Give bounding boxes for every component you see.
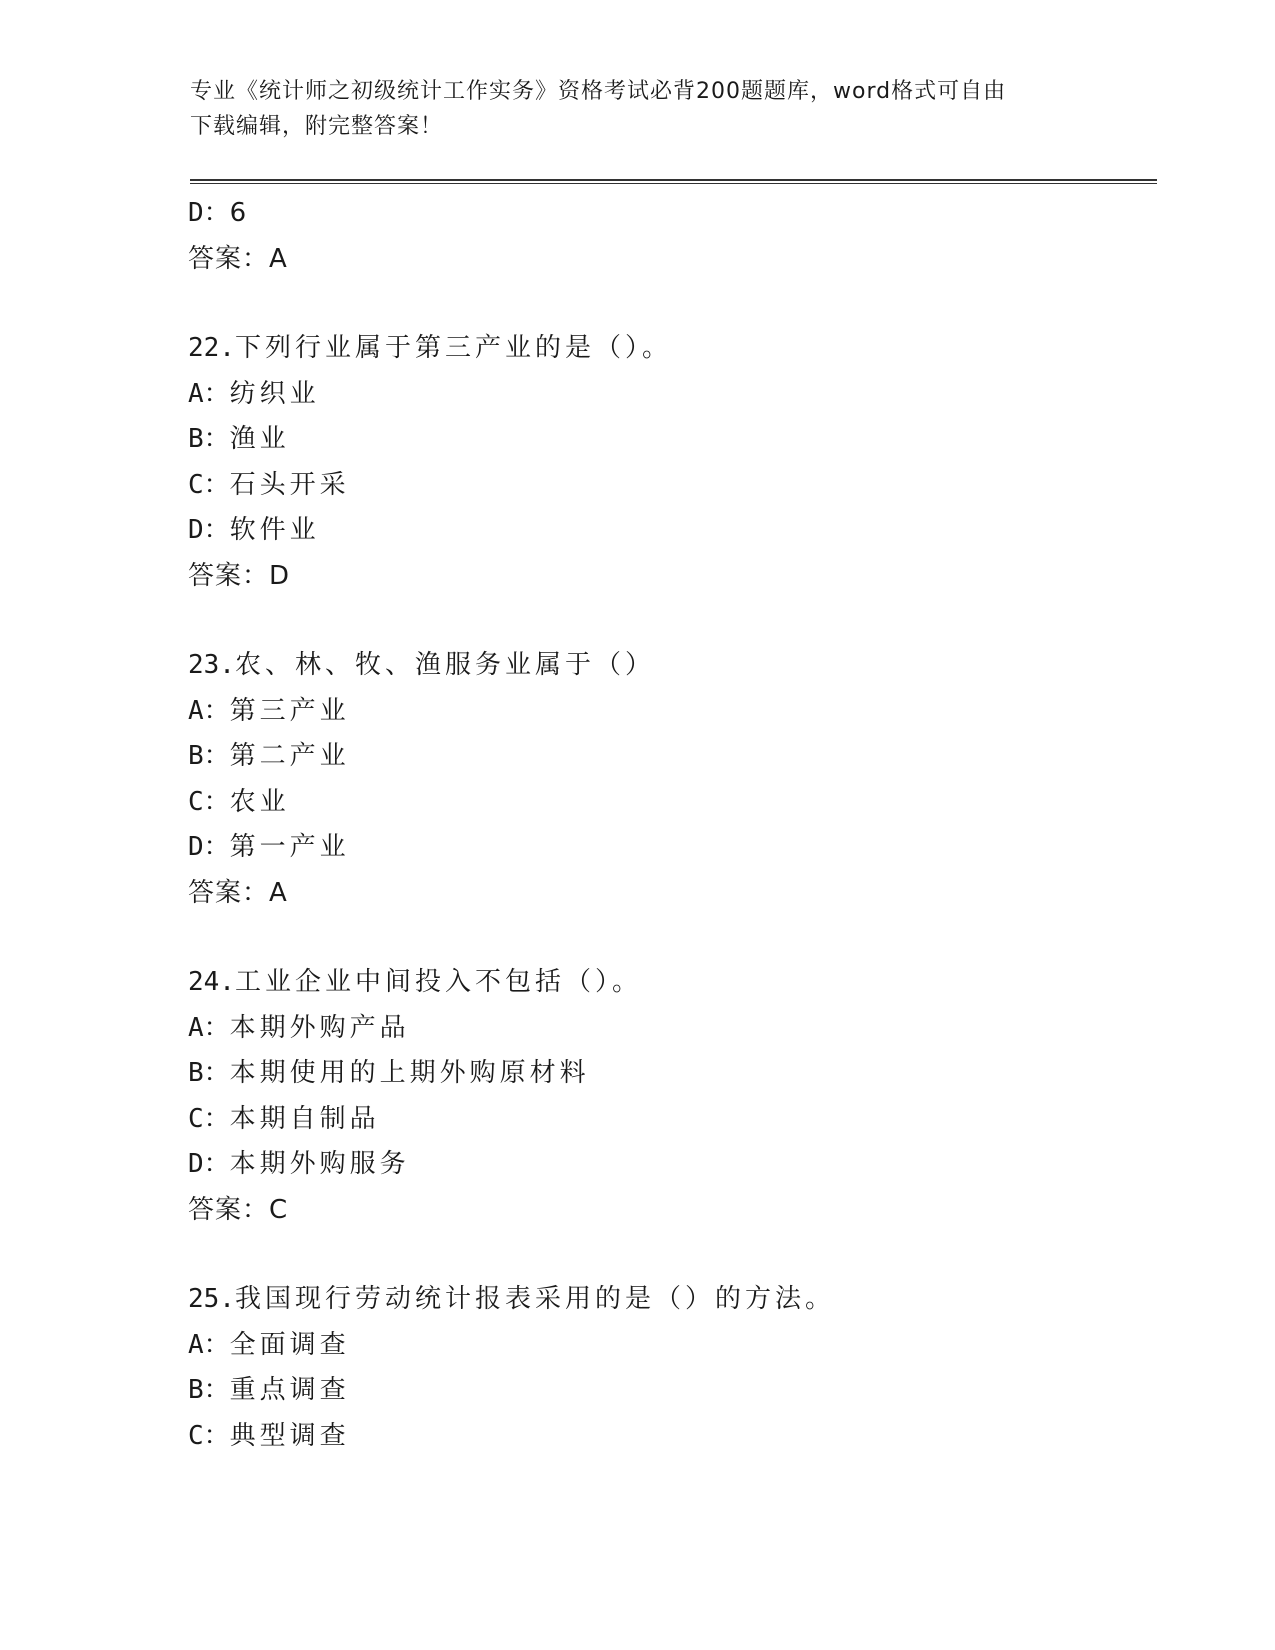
question-list: [188, 191, 1148, 1459]
option-row: [188, 508, 1148, 554]
option-text: 本期外购产品: [229, 1012, 410, 1043]
option-text: 重点调查: [229, 1375, 350, 1405]
option-prefix: D：: [188, 515, 230, 545]
option-row: [188, 417, 1148, 463]
question-stem: [188, 326, 1148, 372]
answer-value: D: [269, 560, 291, 591]
answer-label: 答案：: [188, 877, 270, 908]
option-prefix: B：: [188, 424, 230, 454]
answer-row: [188, 554, 1148, 600]
question-text: 下列行业属于第三产业的是（）。: [234, 333, 672, 363]
option-text: 纺织业: [229, 378, 320, 409]
header-line-1: 专业《统计师之初级统计工作实务》资格考试必背200题题库，word格式可自由: [190, 79, 1007, 104]
question-stem: [188, 960, 1148, 1006]
option-prefix: D：: [188, 832, 230, 862]
option-row: [188, 734, 1148, 780]
option-row: [188, 1142, 1148, 1188]
option-row: [188, 825, 1148, 871]
option-prefix: C：: [188, 1103, 230, 1134]
question-text: 我国现行劳动统计报表采用的是（）的方法。: [234, 1284, 835, 1314]
option-text: 第一产业: [229, 832, 350, 862]
question-text: 工业企业中间投入不包括（）。: [234, 967, 642, 997]
option-prefix: D：: [188, 198, 230, 228]
page-header: [190, 74, 1090, 144]
option-prefix: B：: [188, 1375, 230, 1405]
option-row: [188, 372, 1148, 418]
option-prefix: A：: [188, 695, 230, 726]
option-row: [188, 1097, 1148, 1143]
option-prefix: A：: [188, 1012, 230, 1043]
option-text: 软件业: [229, 515, 320, 545]
option-text: 第三产业: [229, 695, 350, 726]
answer-row: [188, 871, 1148, 917]
answer-value: C: [269, 1194, 289, 1225]
option-prefix: C：: [188, 1420, 230, 1451]
question-text: 农、林、牧、渔服务业属于（）: [234, 650, 655, 680]
option-text: 本期使用的上期外购原材料: [229, 1058, 590, 1088]
option-prefix: C：: [188, 469, 230, 500]
option-row: [188, 1051, 1148, 1097]
question-number: 23.: [188, 650, 235, 680]
option-prefix: B：: [188, 741, 230, 771]
option-text: 渔业: [229, 424, 290, 454]
option-row: [188, 1006, 1148, 1052]
option-prefix: B：: [188, 1058, 230, 1088]
answer-value: A: [269, 243, 288, 274]
option-row: [188, 689, 1148, 735]
option-text: 第二产业: [229, 741, 350, 771]
answer-label: 答案：: [188, 1194, 270, 1225]
answer-value: A: [269, 877, 288, 908]
option-prefix: D：: [188, 1149, 230, 1179]
question-number: 24.: [188, 967, 235, 997]
header-divider-thick: [190, 179, 1157, 181]
option-text: 6: [229, 198, 251, 228]
option-text: 全面调查: [229, 1329, 350, 1360]
option-prefix: A：: [188, 378, 230, 409]
question-stem: [188, 643, 1148, 689]
question-number: 22.: [188, 333, 235, 363]
question-stem: [188, 1277, 1148, 1323]
option-text: 农业: [229, 786, 290, 817]
option-text: 本期自制品: [229, 1103, 380, 1134]
option-prefix: A：: [188, 1329, 230, 1360]
header-divider-thin: [190, 183, 1157, 184]
answer-label: 答案：: [188, 560, 270, 591]
answer-row: [188, 237, 1148, 283]
header-line-2: 下载编辑，附完整答案！: [190, 114, 444, 139]
option-row: [188, 780, 1148, 826]
option-row: [188, 191, 1148, 237]
option-text: 石头开采: [229, 469, 350, 500]
answer-row: [188, 1188, 1148, 1234]
answer-label: 答案：: [188, 243, 270, 274]
option-row: [188, 463, 1148, 509]
option-row: [188, 1414, 1148, 1460]
option-row: [188, 1368, 1148, 1414]
option-row: [188, 1323, 1148, 1369]
option-text: 典型调查: [229, 1420, 350, 1451]
option-text: 本期外购服务: [229, 1149, 410, 1179]
option-prefix: C：: [188, 786, 230, 817]
question-number: 25.: [188, 1284, 235, 1314]
